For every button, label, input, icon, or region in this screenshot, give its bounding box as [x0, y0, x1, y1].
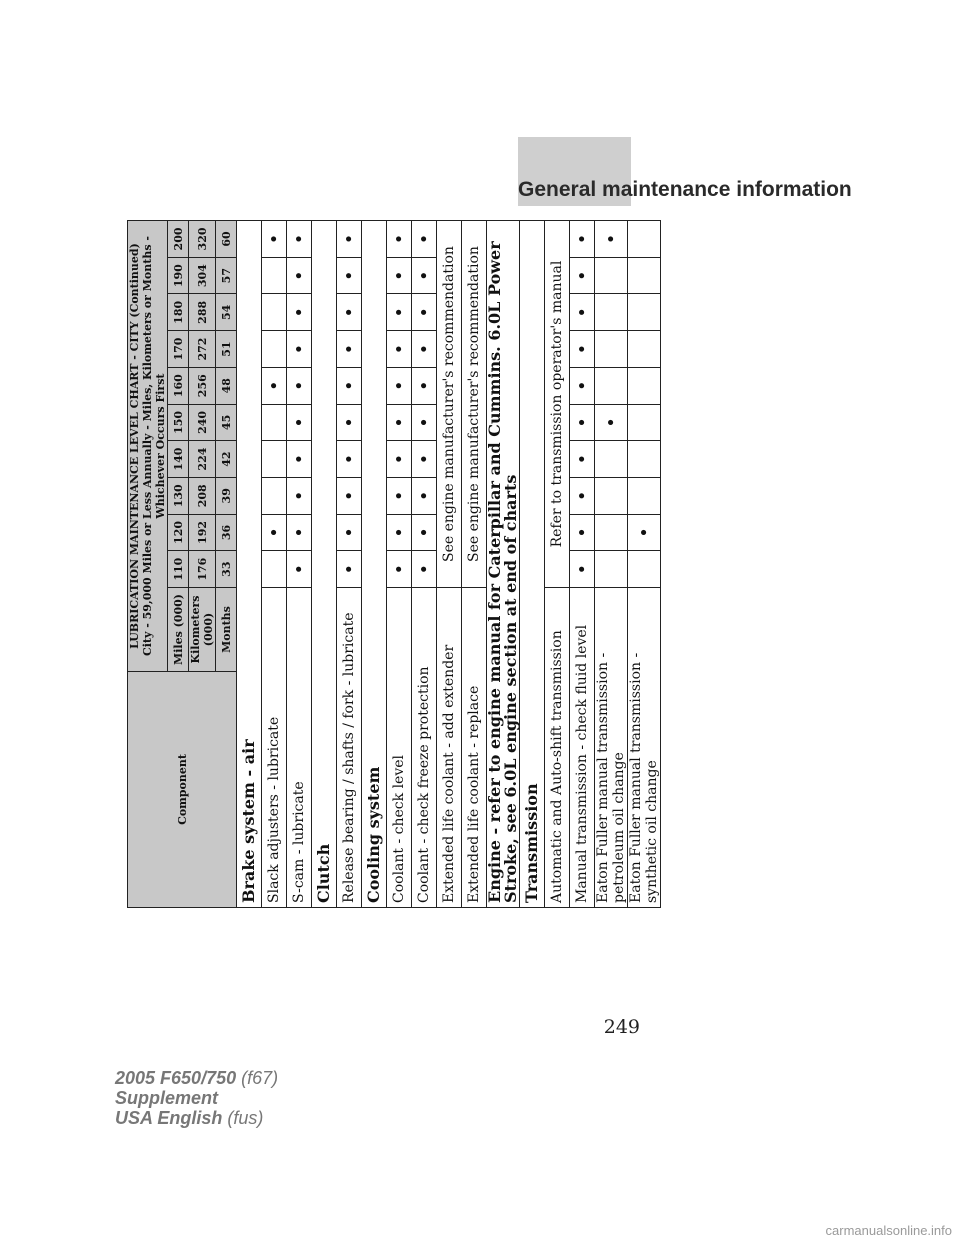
empty-cell: [628, 551, 661, 588]
table-row: [387, 221, 412, 908]
service-dot: •: [412, 294, 437, 331]
empty-cell: [595, 294, 628, 331]
empty-cell: [262, 404, 287, 441]
service-dot: •: [570, 514, 595, 551]
service-dot: •: [287, 514, 312, 551]
span-note: Refer to transmission operator's manual: [545, 221, 570, 588]
component-label: Release bearing / shafts / fork - lubricate: [337, 588, 362, 908]
component-label: Extended life coolant - add extender: [437, 588, 462, 908]
table-row: [412, 221, 437, 908]
months-value: 36: [216, 514, 237, 551]
empty-cell: [628, 404, 661, 441]
table-row: [628, 221, 661, 908]
miles-value: 200: [168, 221, 189, 258]
miles-value: 180: [168, 294, 189, 331]
chart-title: [128, 221, 168, 672]
component-label: Slack adjusters - lubricate: [262, 588, 287, 908]
empty-cell: [628, 331, 661, 368]
service-dot: •: [387, 257, 412, 294]
service-dot: •: [337, 294, 362, 331]
table-row: [362, 221, 387, 908]
kilometers-value: 176: [189, 551, 216, 588]
footer-doc: Supplement: [115, 1088, 219, 1108]
service-dot: •: [412, 257, 437, 294]
maintenance-chart-table: [127, 220, 661, 908]
component-label: Automatic and Auto-shift transmission: [545, 588, 570, 908]
months-value: 51: [216, 331, 237, 368]
service-dot: •: [387, 331, 412, 368]
service-dot: •: [387, 551, 412, 588]
service-dot: •: [628, 514, 661, 551]
interval-label: Kilometers (000): [189, 588, 216, 672]
empty-cell: [262, 441, 287, 478]
empty-cell: [262, 257, 287, 294]
table-row: [237, 221, 262, 908]
service-dot: •: [387, 221, 412, 258]
miles-value: 160: [168, 367, 189, 404]
component-label: Manual transmission - check fluid level: [570, 588, 595, 908]
empty-cell: [595, 367, 628, 404]
service-dot: •: [570, 441, 595, 478]
service-dot: •: [595, 404, 628, 441]
empty-cell: [262, 294, 287, 331]
service-dot: •: [387, 441, 412, 478]
span-note: See engine manufacturer's recommendation: [462, 221, 487, 588]
service-dot: •: [337, 551, 362, 588]
empty-cell: [628, 441, 661, 478]
empty-cell: [595, 477, 628, 514]
service-dot: •: [287, 477, 312, 514]
service-dot: •: [287, 551, 312, 588]
maintenance-table-rotated: [127, 221, 660, 908]
table-row: [595, 221, 628, 908]
table-row: [337, 221, 362, 908]
service-dot: •: [287, 257, 312, 294]
empty-cell: [595, 551, 628, 588]
service-dot: •: [412, 331, 437, 368]
empty-cell: [262, 551, 287, 588]
section-heading: Engine - refer to engine manual for Caterpillar and Cummins. 6.0L Power Stroke, see 6.0L engine section at end of charts: [487, 221, 520, 908]
section-heading: Cooling system: [362, 221, 387, 908]
service-dot: •: [262, 367, 287, 404]
service-dot: •: [387, 404, 412, 441]
service-dot: •: [412, 221, 437, 258]
service-dot: •: [412, 367, 437, 404]
months-value: 48: [216, 367, 237, 404]
miles-value: 130: [168, 477, 189, 514]
empty-cell: [595, 331, 628, 368]
component-label: Coolant - check freeze protection: [412, 588, 437, 908]
service-dot: •: [287, 404, 312, 441]
kilometers-value: 208: [189, 477, 216, 514]
component-label: Eaton Fuller manual transmission - synthetic oil change: [628, 588, 661, 908]
service-dot: •: [287, 294, 312, 331]
component-header: Component: [128, 672, 237, 908]
empty-cell: [262, 477, 287, 514]
interval-label: Miles (000): [168, 588, 189, 672]
empty-cell: [628, 367, 661, 404]
page-number: 249: [603, 1016, 640, 1038]
page-header-title: General maintenance information: [518, 178, 852, 201]
service-dot: •: [337, 404, 362, 441]
component-label: Coolant - check level: [387, 588, 412, 908]
chart-title-line1: LUBRICATION MAINTENANCE LEVEL CHART - CITY (Continued): [128, 243, 141, 649]
watermark: carmanualsonline.info: [825, 1223, 952, 1238]
service-dot: •: [387, 294, 412, 331]
miles-value: 150: [168, 404, 189, 441]
service-dot: •: [570, 404, 595, 441]
service-dot: •: [287, 441, 312, 478]
empty-cell: [262, 331, 287, 368]
miles-value: 120: [168, 514, 189, 551]
table-row: [520, 221, 545, 908]
footer-lang-code: (fus): [227, 1108, 264, 1128]
service-dot: •: [570, 551, 595, 588]
footer-model: 2005 F650/750: [115, 1068, 237, 1088]
section-heading: Clutch: [312, 221, 337, 908]
component-label: S-cam - lubricate: [287, 588, 312, 908]
footer-lang: USA English: [115, 1108, 223, 1128]
months-value: 57: [216, 257, 237, 294]
service-dot: •: [412, 477, 437, 514]
service-dot: •: [262, 221, 287, 258]
months-value: 33: [216, 551, 237, 588]
chart-title-line2: City - 59,000 Miles or Less Annually - Miles, Kilometers or Months - Whichever Occurs First: [141, 236, 167, 657]
service-dot: •: [595, 221, 628, 258]
miles-value: 190: [168, 257, 189, 294]
miles-value: 110: [168, 551, 189, 588]
kilometers-value: 272: [189, 331, 216, 368]
months-value: 45: [216, 404, 237, 441]
kilometers-value: 320: [189, 221, 216, 258]
service-dot: •: [570, 221, 595, 258]
service-dot: •: [570, 367, 595, 404]
service-dot: •: [287, 367, 312, 404]
service-dot: •: [570, 257, 595, 294]
kilometers-value: 224: [189, 441, 216, 478]
table-row: [462, 221, 487, 908]
service-dot: •: [262, 514, 287, 551]
footer: [115, 1068, 278, 1128]
service-dot: •: [287, 331, 312, 368]
component-label: Eaton Fuller manual transmission - petroleum oil change: [595, 588, 628, 908]
table-row: [287, 221, 312, 908]
empty-cell: [595, 257, 628, 294]
kilometers-value: 256: [189, 367, 216, 404]
empty-cell: [628, 294, 661, 331]
miles-value: 140: [168, 441, 189, 478]
table-row: [262, 221, 287, 908]
kilometers-value: 192: [189, 514, 216, 551]
footer-model-code: (f67): [241, 1068, 279, 1088]
service-dot: •: [412, 404, 437, 441]
section-heading: Brake system - air: [237, 221, 262, 908]
kilometers-value: 304: [189, 257, 216, 294]
service-dot: •: [337, 514, 362, 551]
section-heading: Transmission: [520, 221, 545, 908]
service-dot: •: [570, 331, 595, 368]
table-row: [545, 221, 570, 908]
table-row: [312, 221, 337, 908]
service-dot: •: [337, 257, 362, 294]
months-value: 60: [216, 221, 237, 258]
table-row: [437, 221, 462, 908]
interval-label: Months: [216, 588, 237, 672]
empty-cell: [628, 221, 661, 258]
kilometers-value: 288: [189, 294, 216, 331]
months-value: 42: [216, 441, 237, 478]
service-dot: •: [337, 367, 362, 404]
service-dot: •: [412, 514, 437, 551]
service-dot: •: [337, 331, 362, 368]
span-note: See engine manufacturer's recommendation: [437, 221, 462, 588]
service-dot: •: [387, 367, 412, 404]
months-value: 39: [216, 477, 237, 514]
service-dot: •: [287, 221, 312, 258]
service-dot: •: [387, 477, 412, 514]
table-row: [570, 221, 595, 908]
empty-cell: [628, 477, 661, 514]
empty-cell: [628, 257, 661, 294]
service-dot: •: [412, 441, 437, 478]
service-dot: •: [387, 514, 412, 551]
service-dot: •: [570, 294, 595, 331]
kilometers-value: 240: [189, 404, 216, 441]
service-dot: •: [337, 221, 362, 258]
table-row: [487, 221, 520, 908]
component-label: Extended life coolant - replace: [462, 588, 487, 908]
empty-cell: [595, 441, 628, 478]
months-value: 54: [216, 294, 237, 331]
empty-cell: [595, 514, 628, 551]
miles-value: 170: [168, 331, 189, 368]
service-dot: •: [412, 551, 437, 588]
service-dot: •: [337, 477, 362, 514]
service-dot: •: [570, 477, 595, 514]
service-dot: •: [337, 441, 362, 478]
